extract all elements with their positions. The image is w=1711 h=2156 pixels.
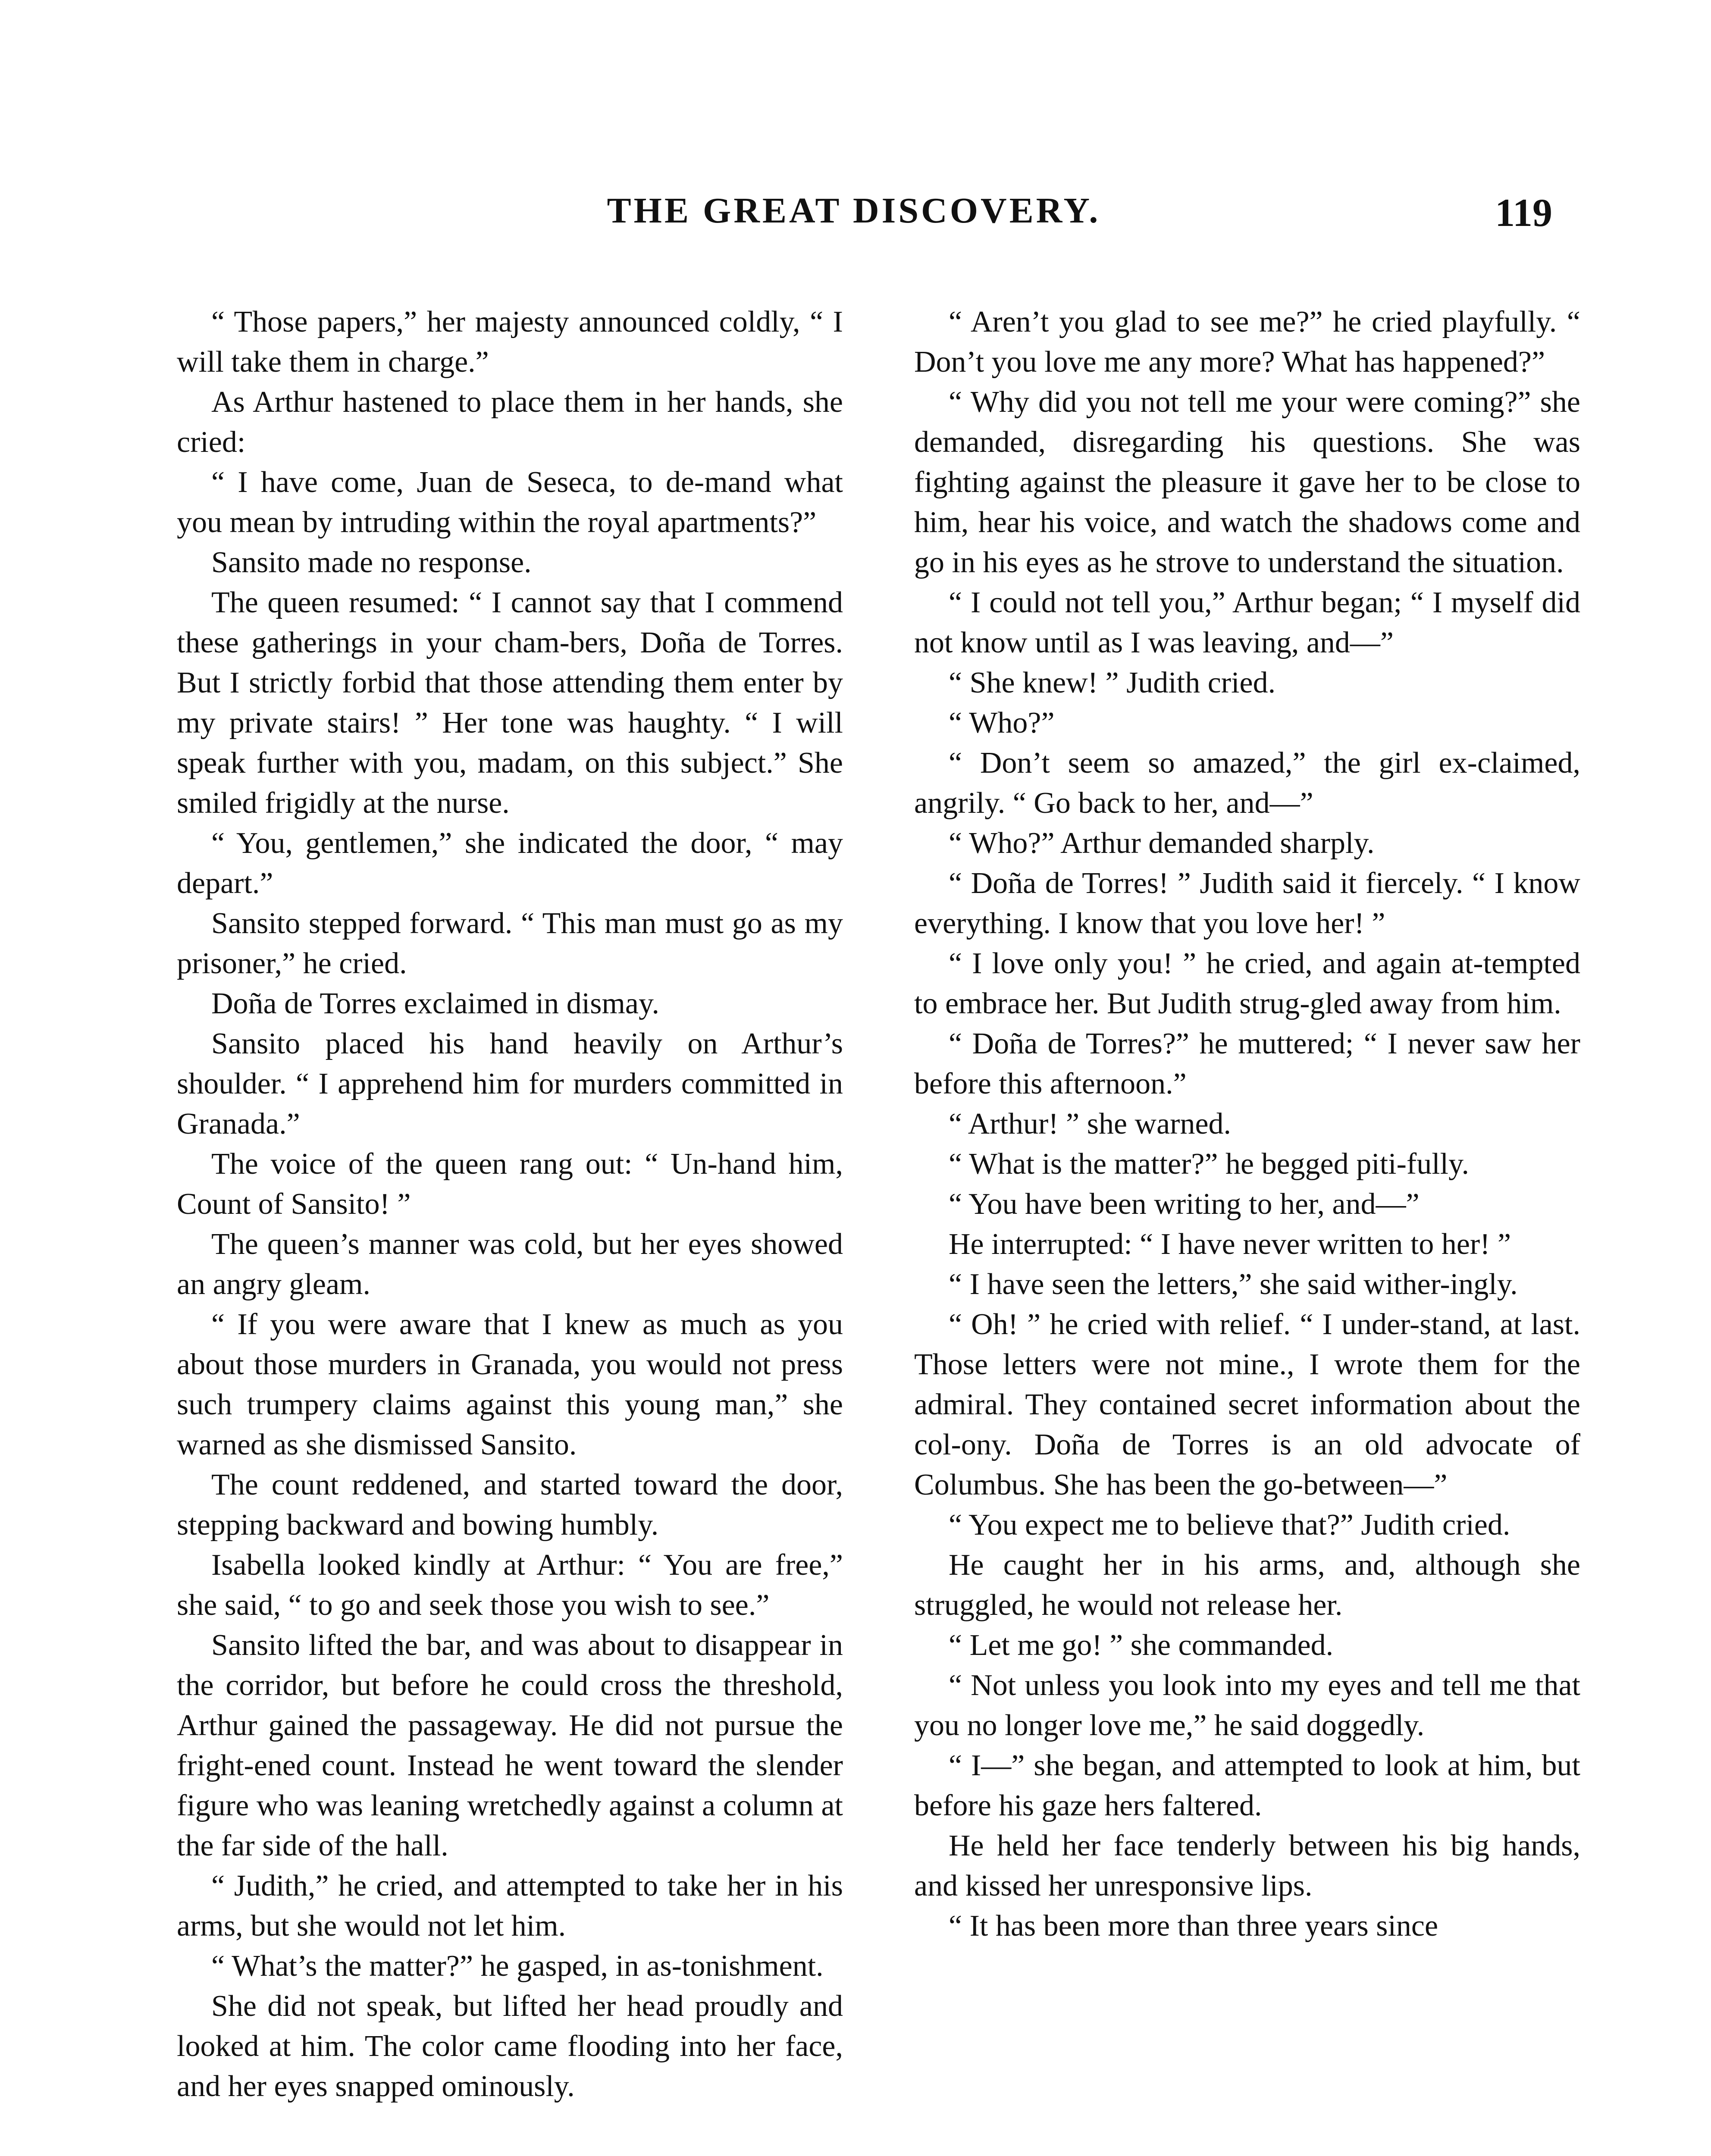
- paragraph: “ You expect me to believe that?” Judith cried.: [949, 1508, 1510, 1542]
- paragraph: “ Who?” Arthur demanded sharply.: [949, 827, 1375, 860]
- paragraph: Sansito placed his hand heavily on Arthur’s shoulder. “ I apprehend him for murders committed in Granada.”: [177, 1027, 843, 1141]
- paragraph: “ She knew! ” Judith cried.: [949, 666, 1276, 699]
- paragraph: “ I love only you! ” he cried, and again at-tempted to embrace her. But Judith strug-gled away from him.: [914, 947, 1580, 1020]
- paragraph: The count reddened, and started toward the door, stepping backward and bowing humbly.: [177, 1468, 843, 1542]
- paragraph: The queen resumed: “ I cannot say that I commend these gatherings in your cham-bers, Doña de Torres. But I strictly forbid that those attending them enter by my private stairs! ” Her tone was haughty. “ I will speak further with you, madam, on this subject.” She smiled frigidly at the nurse.: [177, 586, 843, 820]
- paragraph: “ Doña de Torres! ” Judith said it fiercely. “ I know everything. I know that you love her! ”: [914, 867, 1580, 940]
- paragraph: She did not speak, but lifted her head proudly and looked at him. The color came flooding into her face, and her eyes snapped ominously.: [177, 1990, 843, 2103]
- paragraph: “ I have come, Juan de Seseca, to de-mand what you mean by intruding within the royal apartments?”: [177, 466, 843, 539]
- paragraph: “ Judith,” he cried, and attempted to take her in his arms, but she would not let him.: [177, 1869, 843, 1943]
- paragraph: Sansito stepped forward. “ This man must go as my prisoner,” he cried.: [177, 907, 843, 980]
- paragraph: “ Who?”: [949, 706, 1055, 740]
- paragraph: “ I—” she began, and attempted to look at him, but before his gaze hers faltered.: [914, 1749, 1580, 1822]
- paragraph: “ Let me go! ” she commanded.: [949, 1629, 1334, 1662]
- paragraph: “ You, gentlemen,” she indicated the door, “ may depart.”: [177, 827, 843, 900]
- paragraph: The queen’s manner was cold, but her eyes showed an angry gleam.: [177, 1228, 843, 1301]
- paragraph: “ Doña de Torres?” he muttered; “ I never saw her before this afternoon.”: [914, 1027, 1580, 1100]
- left-column: [177, 302, 843, 2106]
- paragraph: As Arthur hastened to place them in her hands, she cried:: [177, 385, 843, 459]
- paragraph: He caught her in his arms, and, although she struggled, he would not release her.: [914, 1548, 1580, 1622]
- paragraph: “ Don’t seem so amazed,” the girl ex-claimed, angrily. “ Go back to her, and—”: [914, 746, 1580, 820]
- running-title: THE GREAT DISCOVERY.: [607, 191, 1101, 231]
- paragraph: “ What is the matter?” he begged piti-fully.: [949, 1147, 1470, 1181]
- paragraph: “ It has been more than three years since: [949, 1909, 1438, 1943]
- paragraph: “ Not unless you look into my eyes and tell me that you no longer love me,” he said doggedly.: [914, 1669, 1580, 1742]
- page-header: [172, 190, 1552, 259]
- paragraph: Isabella looked kindly at Arthur: “ You are free,” she said, “ to go and seek those you wish to see.”: [177, 1548, 843, 1622]
- paragraph: “ Those papers,” her majesty announced coldly, “ I will take them in charge.”: [177, 305, 843, 379]
- paragraph: “ Oh! ” he cried with relief. “ I under-stand, at last. Those letters were not mine., I wrote them for the admiral. They contained secret information about the col-ony. Doña de Torres is an old advocate of Columbus. She has been the go-between—”: [914, 1308, 1580, 1501]
- paragraph: “ Arthur! ” she warned.: [949, 1107, 1232, 1141]
- paragraph: “ You have been writing to her, and—”: [949, 1188, 1420, 1221]
- paragraph: Sansito lifted the bar, and was about to disappear in the corridor, but before he could cross the threshold, Arthur gained the passageway. He did not pursue the fright-ened count. Instead he went toward the slender figure who was leaning wretchedly against a column at the far side of the hall.: [177, 1629, 843, 1862]
- right-column: [914, 302, 1580, 1946]
- paragraph: “ Aren’t you glad to see me?” he cried playfully. “ Don’t you love me any more? What has happened?”: [914, 305, 1580, 379]
- paragraph: The voice of the queen rang out: “ Un-hand him, Count of Sansito! ”: [177, 1147, 843, 1221]
- paragraph: Sansito made no response.: [211, 546, 532, 579]
- paragraph: “ If you were aware that I knew as much as you about those murders in Granada, you would not press such trumpery claims against this young man,” she warned as she dismissed Sansito.: [177, 1308, 843, 1461]
- paragraph: “ I could not tell you,” Arthur began; “ I myself did not know until as I was leaving, and—”: [914, 586, 1580, 659]
- paragraph: He held her face tenderly between his big hands, and kissed her unresponsive lips.: [914, 1829, 1580, 1902]
- paragraph: “ Why did you not tell me your were coming?” she demanded, disregarding his questions. She was fighting against the pleasure it gave her to be close to him, hear his voice, and watch the shadows come and go in his eyes as he strove to understand the situation.: [914, 385, 1580, 579]
- paragraph: Doña de Torres exclaimed in dismay.: [211, 987, 659, 1020]
- page-number: 119: [1495, 191, 1552, 235]
- paragraph: “ I have seen the letters,” she said wither-ingly.: [949, 1268, 1518, 1301]
- paragraph: “ What’s the matter?” he gasped, in as-tonishment.: [211, 1949, 824, 1983]
- paragraph: He interrupted: “ I have never written to her! ”: [949, 1228, 1511, 1261]
